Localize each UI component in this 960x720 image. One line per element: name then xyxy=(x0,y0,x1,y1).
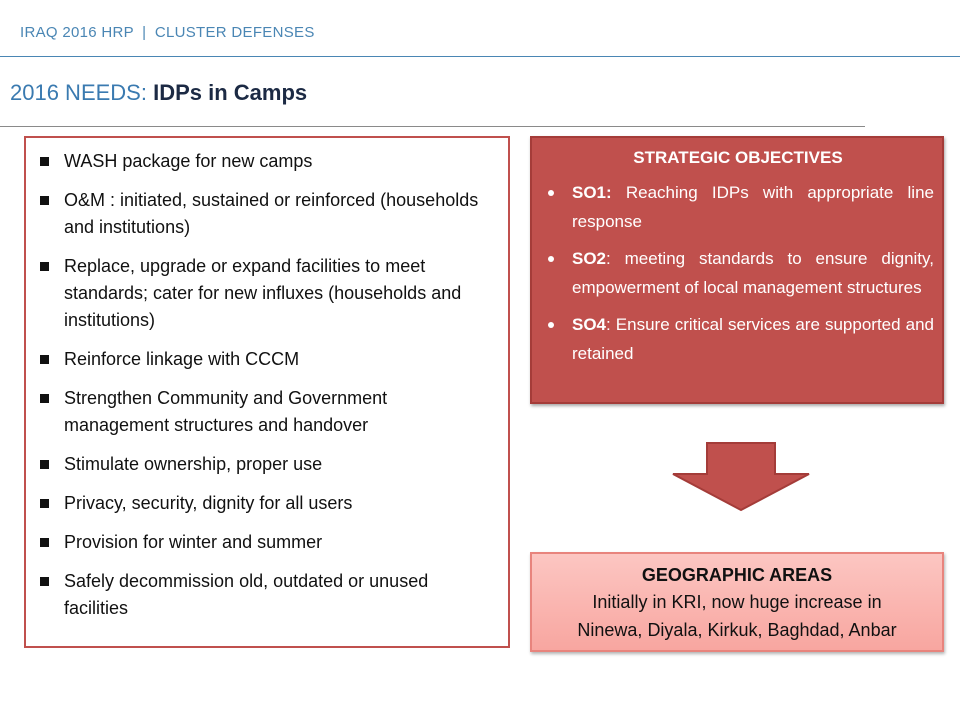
square-bullet-icon xyxy=(40,157,49,166)
round-bullet-icon xyxy=(548,190,554,196)
square-bullet-icon xyxy=(40,460,49,469)
objectives-list xyxy=(542,178,934,368)
header-right: CLUSTER DEFENSES xyxy=(154,24,315,41)
need-text: WASH package for new camps xyxy=(64,151,313,171)
list-item xyxy=(36,451,494,478)
square-bullet-icon xyxy=(40,577,49,586)
geo-heading: GEOGRAPHIC AREAS xyxy=(641,565,833,585)
square-bullet-icon xyxy=(40,394,49,403)
list-item xyxy=(36,385,494,439)
list-item xyxy=(542,178,934,236)
square-bullet-icon xyxy=(40,538,49,547)
need-text: O&M : initiated, sustained or reinforced (households and institutions) xyxy=(64,190,479,237)
square-bullet-icon xyxy=(40,196,49,205)
title-rule xyxy=(0,126,865,127)
objective-text: Reaching IDPs with appropriate line response xyxy=(572,183,934,231)
need-text: Safely decommission old, outdated or unused facilities xyxy=(64,571,429,618)
header-separator: | xyxy=(142,24,147,41)
list-item xyxy=(36,529,494,556)
geographic-areas-box xyxy=(530,552,944,652)
geo-line-1: Initially in KRI, now huge increase in xyxy=(592,592,882,612)
need-text: Provision for winter and summer xyxy=(64,532,323,552)
list-item xyxy=(36,148,494,175)
need-text: Strengthen Community and Government management structures and handover xyxy=(64,388,388,435)
need-text: Reinforce linkage with CCCM xyxy=(64,349,300,369)
objective-code: SO1: xyxy=(572,183,612,202)
list-item xyxy=(542,244,934,302)
header-left: IRAQ 2016 HRP xyxy=(20,24,134,41)
header-rule xyxy=(0,56,960,57)
objectives-heading: STRATEGIC OBJECTIVES xyxy=(633,148,843,167)
down-arrow-icon xyxy=(670,442,812,512)
needs-box xyxy=(24,136,510,648)
list-item xyxy=(36,490,494,517)
need-text: Stimulate ownership, proper use xyxy=(64,454,323,474)
slide-header xyxy=(20,24,315,41)
square-bullet-icon xyxy=(40,262,49,271)
square-bullet-icon xyxy=(40,499,49,508)
objective-text: : Ensure critical services are supported and retained xyxy=(572,315,934,363)
objective-code: SO2 xyxy=(572,249,607,268)
list-item xyxy=(36,187,494,241)
strategic-objectives-box xyxy=(530,136,944,404)
objective-code: SO4 xyxy=(572,315,607,334)
objective-text: : meeting standards to ensure dignity, empowerment of local management structures xyxy=(572,249,934,297)
title-prefix: 2016 NEEDS: xyxy=(10,80,154,105)
list-item xyxy=(36,568,494,622)
round-bullet-icon xyxy=(548,256,554,262)
geo-line-2: Ninewa, Diyala, Kirkuk, Baghdad, Anbar xyxy=(577,620,897,640)
round-bullet-icon xyxy=(548,322,554,328)
list-item xyxy=(36,253,494,334)
need-text: Privacy, security, dignity for all users xyxy=(64,493,353,513)
title-emphasis: IDPs in Camps xyxy=(153,80,308,105)
need-text: Replace, upgrade or expand facilities to meet standards; cater for new influxes (households and institutions) xyxy=(64,256,462,330)
square-bullet-icon xyxy=(40,355,49,364)
list-item xyxy=(542,310,934,368)
needs-list xyxy=(36,148,494,622)
list-item xyxy=(36,346,494,373)
page-title xyxy=(10,80,307,106)
down-arrow-shape xyxy=(673,443,809,510)
